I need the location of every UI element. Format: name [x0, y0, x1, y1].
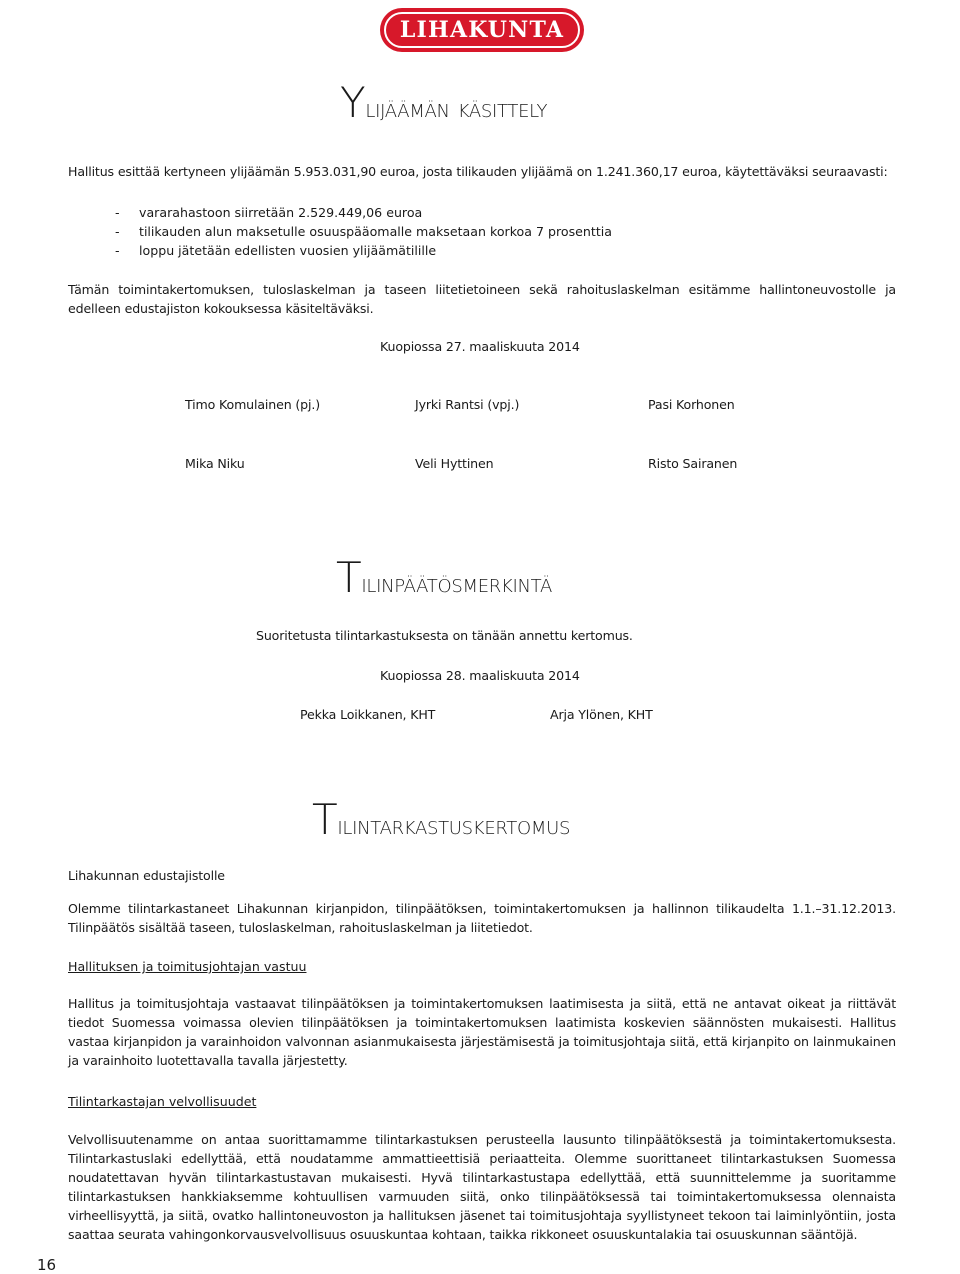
section-title-tilintarkastuskertomus — [312, 795, 570, 844]
addressee: Lihakunnan edustajistolle — [68, 868, 225, 883]
title-initial: T — [336, 553, 362, 602]
title-rest: lijäämän käsittely — [365, 94, 548, 124]
auditor-duties-paragraph: Velvollisuutenamme on antaa suorittamamme tilintarkastuksen perusteella lausunto tilinpäätöksestä ja toimintakertomuksesta. Tilintarkastuslaki edellyttää, että noudatamme ammattieettisiä periaatteita. Olemme suorittaneet tilintarkastuksen Suomessa noudatettavan hyvän tilintarkastustavan mukaisesti. Hyvä tilintarkastustapa edellyttää, että suunnittelemme ja suoritamme tilintarkastuksen hankkiaksemme kohtuullisen varmuuden siitä, onko tilinpäätöksessä tai toimintakertomuksessa olennaista virheellisyyttä, ja siitä, ovatko hallintoneuvoston ja hallituksen jäsenet tai toimitusjohtaja syyllistyneet tekoon tai laiminlyöntiin, josta saattaa seurata vahingonkorvausvelvollisuus osuuskuntaa kohtaan, taikka rikkoneet osuuskuntalakia tai osuuskunnan sääntöjä. — [68, 1132, 896, 1242]
logo-border — [384, 12, 580, 48]
page-number: 16 — [37, 1256, 57, 1274]
audit-note: Suoritetusta tilintarkastuksesta on tänään annettu kertomus. — [256, 628, 633, 643]
section-title-ylijaaman-kasittely — [340, 78, 547, 127]
signatory: Jyrki Rantsi (vpj.) — [415, 397, 520, 412]
title-initial: Y — [340, 78, 366, 127]
title-initial: T — [312, 795, 338, 844]
audit-intro-paragraph: Olemme tilintarkastaneet Lihakunnan kirjanpidon, tilinpäätöksen, toimintakertomuksen ja hallinnon tilikaudelta 1.1.–31.12.2013. Tilinpäätös sisältää taseen, tuloslaskelman, rahoituslaskelman ja liitetiedot. — [68, 901, 896, 935]
surplus-list — [115, 203, 612, 260]
auditor-signatory: Pekka Loikkanen, KHT — [300, 707, 436, 722]
signatory: Pasi Korhonen — [648, 397, 735, 412]
title-rest: ilintarkastuskertomus — [337, 811, 571, 841]
board-responsibility-paragraph: Hallitus ja toimitusjohtaja vastaavat tilinpäätöksen ja toimintakertomuksen laatimisesta ja siitä, että ne antavat oikeat ja riittävät tiedot Suomessa voimassa olevien tilinpäätöksen ja toimintakertomuksen laatimista koskevien säännösten mukaisesti. Hallitus vastaa kirjanpidon ja varainhoidon valvonnan asianmukaisesta järjestämisestä ja toimitusjohtaja siitä, että kirjanpito on lainmukainen ja varainhoito luotettavalla tavalla järjestetty. — [68, 996, 896, 1068]
lihakunta-logo — [380, 8, 584, 52]
signatory: Mika Niku — [185, 456, 245, 471]
list-item: - tilikauden alun maksetulle osuuspääomalle maksetaan korkoa 7 prosenttia — [115, 224, 612, 239]
list-item: - loppu jätetään edellisten vuosien ylijäämätilille — [115, 243, 437, 258]
signatory: Veli Hyttinen — [415, 456, 494, 471]
title-rest: ilinpäätösmerkintä — [361, 569, 552, 599]
place-date-2: Kuopiossa 28. maaliskuuta 2014 — [380, 668, 580, 683]
auditor-signatory: Arja Ylönen, KHT — [550, 707, 653, 722]
list-item: - vararahastoon siirretään 2.529.449,06 euroa — [115, 205, 423, 220]
subheading-board-responsibility: Hallituksen ja toimitusjohtajan vastuu — [68, 959, 307, 974]
signatory: Timo Komulainen (pj.) — [185, 397, 320, 412]
surplus-intro: Hallitus esittää kertyneen ylijäämän 5.953.031,90 euroa, josta tilikauden ylijäämä on 1.241.360,17 euroa, käytettäväksi seuraavasti: — [68, 164, 888, 179]
proposal-paragraph: Tämän toimintakertomuksen, tuloslaskelman ja taseen liitetietoineen sekä rahoituslaskelman esitämme hallintoneuvostolle ja edelleen edustajiston kokouksessa käsiteltäväksi. — [68, 282, 896, 316]
place-date-1: Kuopiossa 27. maaliskuuta 2014 — [380, 339, 580, 354]
subheading-auditor-duties: Tilintarkastajan velvollisuudet — [68, 1094, 257, 1109]
logo-text: LIHAKUNTA — [399, 17, 565, 43]
section-title-tilinpaatosmerkinta — [336, 553, 552, 602]
signatory: Risto Sairanen — [648, 456, 738, 471]
